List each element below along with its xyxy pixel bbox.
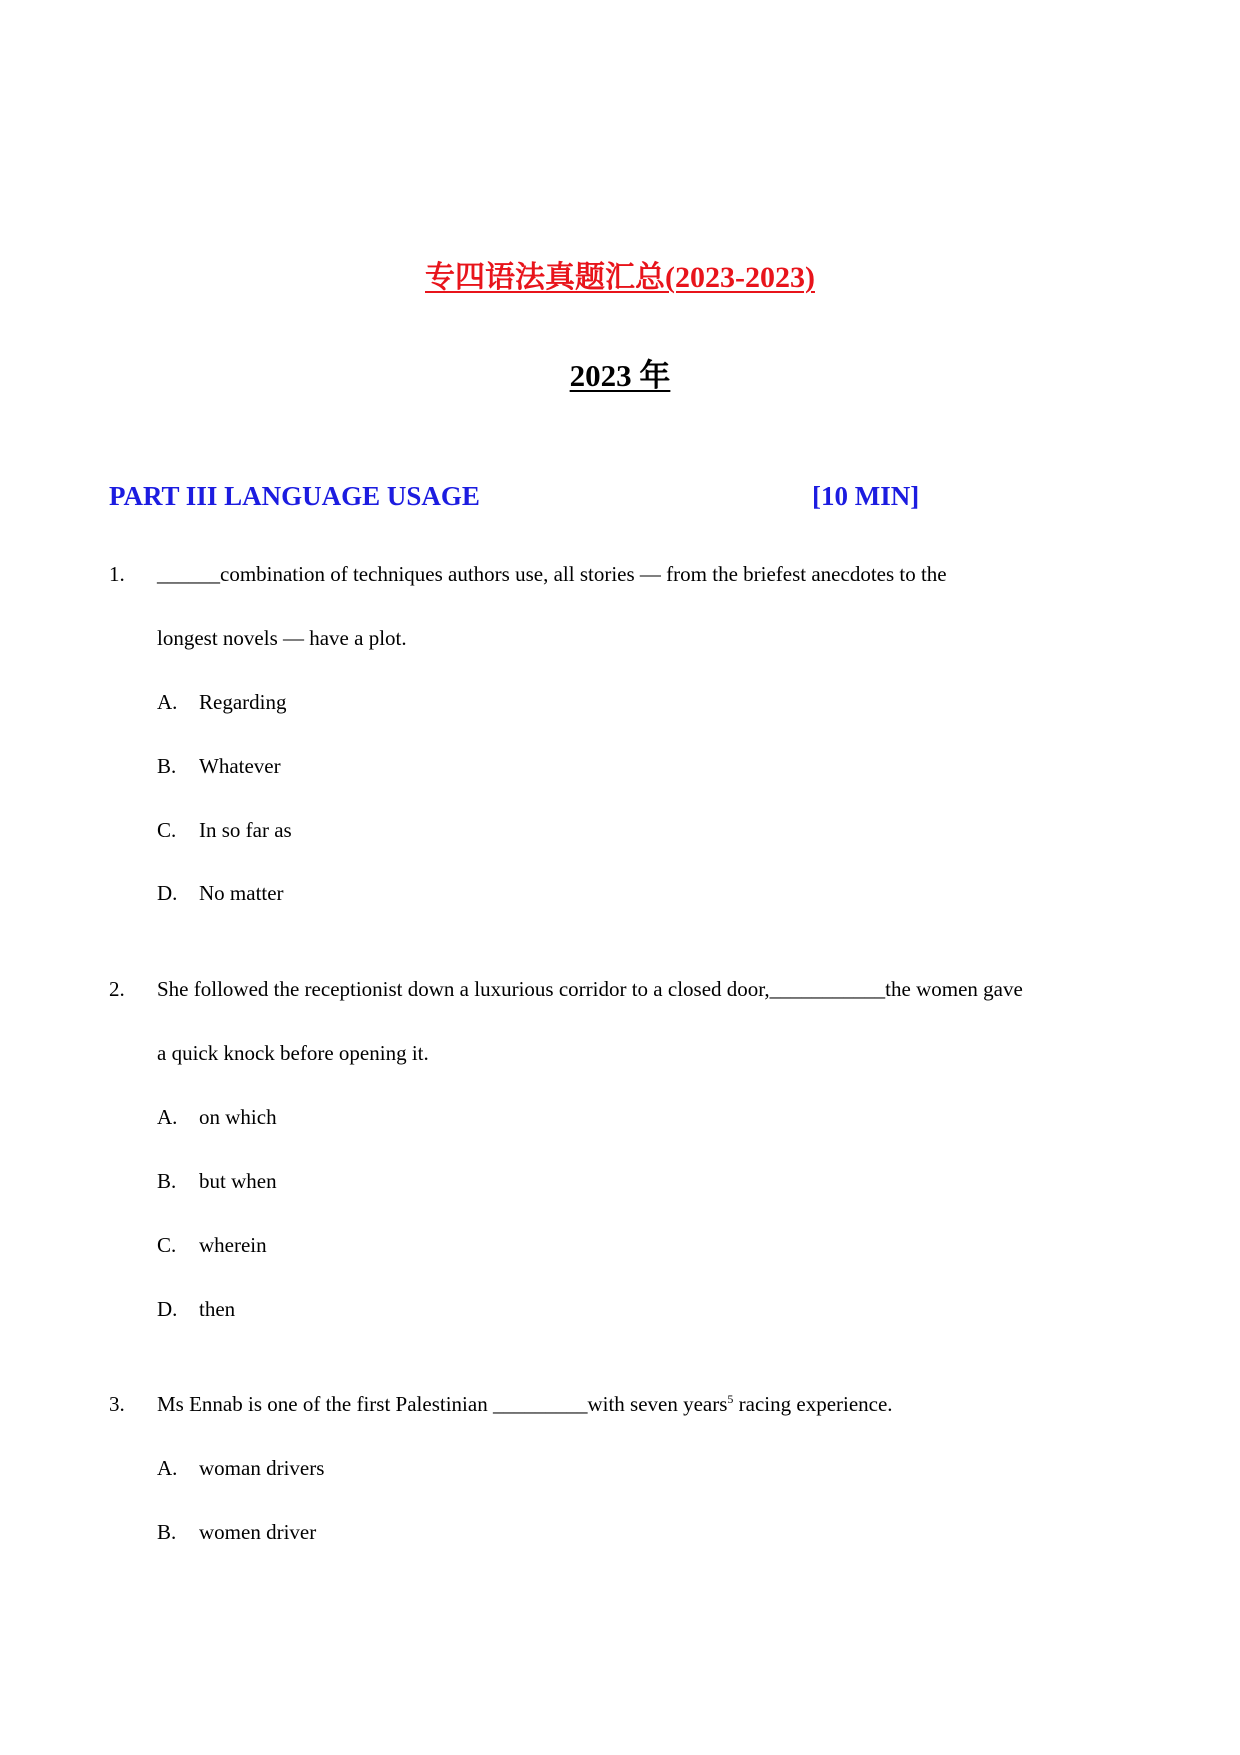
question-number: 3. <box>109 1392 125 1416</box>
option-text: No matter <box>199 881 284 905</box>
option-text: then <box>199 1297 236 1321</box>
option-text: woman drivers <box>199 1456 325 1480</box>
option-text: In so far as <box>199 818 292 842</box>
option-letter: A. <box>157 1456 178 1480</box>
option-letter: A. <box>157 690 178 714</box>
option-letter: B. <box>157 1169 177 1193</box>
option-letter: C. <box>157 818 177 842</box>
question-text-part: Ms Ennab is one of the first Palestinian _________with seven years <box>157 1392 728 1416</box>
option-text: wherein <box>199 1233 267 1257</box>
question-text-continued: a quick knock before opening it. <box>157 1041 429 1065</box>
option-text: Whatever <box>199 754 281 778</box>
year-heading: 2023 年 <box>569 358 671 393</box>
question-text: She followed the receptionist down a luxurious corridor to a closed door,___________the women gave <box>157 977 1023 1001</box>
option-letter: D. <box>157 1297 178 1321</box>
question-text <box>157 1390 893 1418</box>
question-text-part: racing experience. <box>733 1392 893 1416</box>
document-title: 专四语法真题汇总(2023-2023) <box>425 261 815 294</box>
option-text: women driver <box>199 1520 317 1544</box>
option-text: Regarding <box>199 690 287 714</box>
option-text: but when <box>199 1169 277 1193</box>
question-number: 2. <box>109 977 125 1001</box>
part-label: PART III LANGUAGE USAGE <box>109 481 480 511</box>
question-text-continued: longest novels — have a plot. <box>157 626 407 650</box>
part-heading <box>109 478 929 514</box>
option-letter: D. <box>157 881 178 905</box>
superscript-mark: 5 <box>727 1392 734 1406</box>
option-letter: A. <box>157 1105 178 1129</box>
part-time-limit: [10 MIN] <box>812 481 920 511</box>
question-number: 1. <box>109 562 125 586</box>
option-letter: B. <box>157 754 177 778</box>
option-text: on which <box>199 1105 277 1129</box>
option-letter: C. <box>157 1233 177 1257</box>
option-letter: B. <box>157 1520 177 1544</box>
question-text: ______combination of techniques authors use, all stories — from the briefest anecdotes to the <box>157 562 947 586</box>
